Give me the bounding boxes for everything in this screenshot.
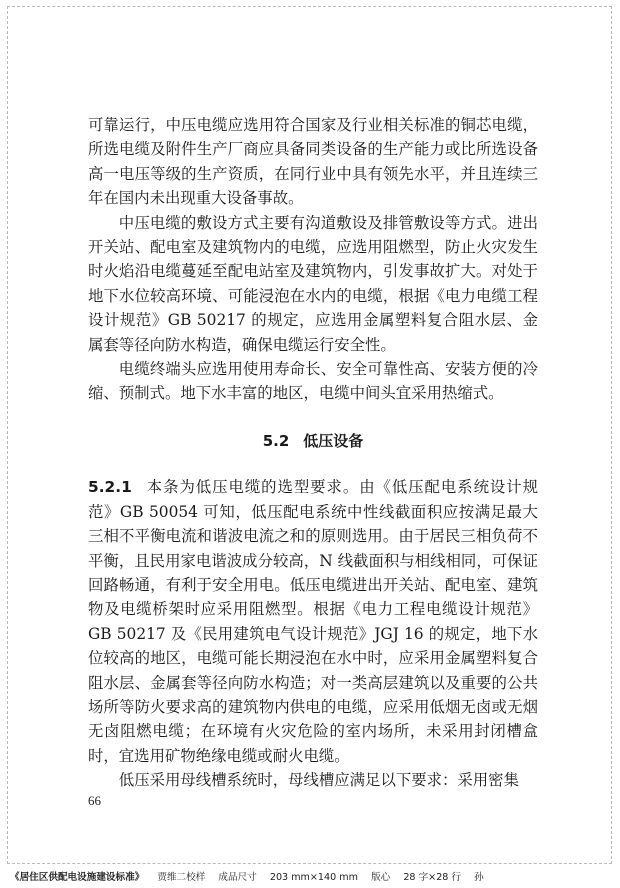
paragraph-1: 可靠运行，中压电缆应选用符合国家及行业相关标准的铜芯电缆，所选电缆及附件生产厂商应具备同类设备的生产能力或比所选设备高一电压等级的生产资质，在同行业中具有领先水平，并且连续三年在国内未出现重大设备事故。 [88,116,538,208]
paragraph-last: 低压采用母线槽系统时，母线槽应满足以下要求：采用密集 [118,771,519,790]
section-number: 5.2 [262,431,290,450]
footer-size-value: 203 mm×140 mm [269,872,358,883]
footer-size-label: 成品尺寸 [218,872,257,883]
footer-core-value: 28 字×28 行 [403,872,462,883]
paragraph-2: 中压电缆的敷设方式主要有沟道敷设及排管敷设等方式。进出开关站、配电室及建筑物内的电缆，应选用阻燃型，防止火灾发生时火焰沿电缆蔓延至配电站室及建筑物内，引发事故扩大。对处于地下水位较高环境、可能浸泡在水内的电缆，根据《电力电缆工程设计规范》GB 50217 的规定，应选用金属塑料复合阻水层、金属套等径向防水构造，确保电缆运行安全性。 [88,213,538,354]
page-content [88,113,538,793]
footer-core-label: 版心 [371,872,391,883]
proof-footer [10,869,610,883]
footer-book-title: 《居住区供配电设施建设标准》 [10,872,145,883]
section-title: 低压设备 [303,431,364,450]
clause-text: 本条为低压电缆的选型要求。由《低压配电系统设计规范》GB 50054 可知，低压配电系统中性线截面积应按满足最大三相不平衡电流和谐波电流之和的原则选用。由于居民三相负荷不平衡，且民用家电谐波成分较高，N 线截面积与相线相同，可保证回路畅通，有利于安全用电。低压电缆进出开关站、配电室、建筑物及电缆桥架时应采用阻燃型。根据《电力工程电缆设计规范》GB 50217 及《民用建筑电气设计规范》JGJ 16 的规定，地下水位较高的地区，电缆可能长期浸泡在水中时，应采用金属塑料复合阻水层、金属套等径向防水构造；对一类高层建筑以及重要的公共场所等防火要求高的建筑物内供电的电缆，应采用低烟无卤或无烟无卤阻燃电缆；在环境有火灾危险的室内场所，未采用封闭槽盒时，宜选用矿物绝缘电缆或耐火电缆。 [88,478,538,765]
clause-number: 5.2.1 [88,478,132,497]
paragraph-3: 电缆终端头应选用使用寿命长、安全可靠性高、安装方便的冷缩、预制式。地下水丰富的地区，电缆中间头宜采用热缩式。 [88,360,538,403]
footer-proof: 贾维二校样 [157,872,206,883]
section-heading [88,429,538,453]
clause-5-2-1 [88,475,538,768]
footer-extra: 孙 [474,872,484,883]
page-number: 66 [88,793,101,808]
